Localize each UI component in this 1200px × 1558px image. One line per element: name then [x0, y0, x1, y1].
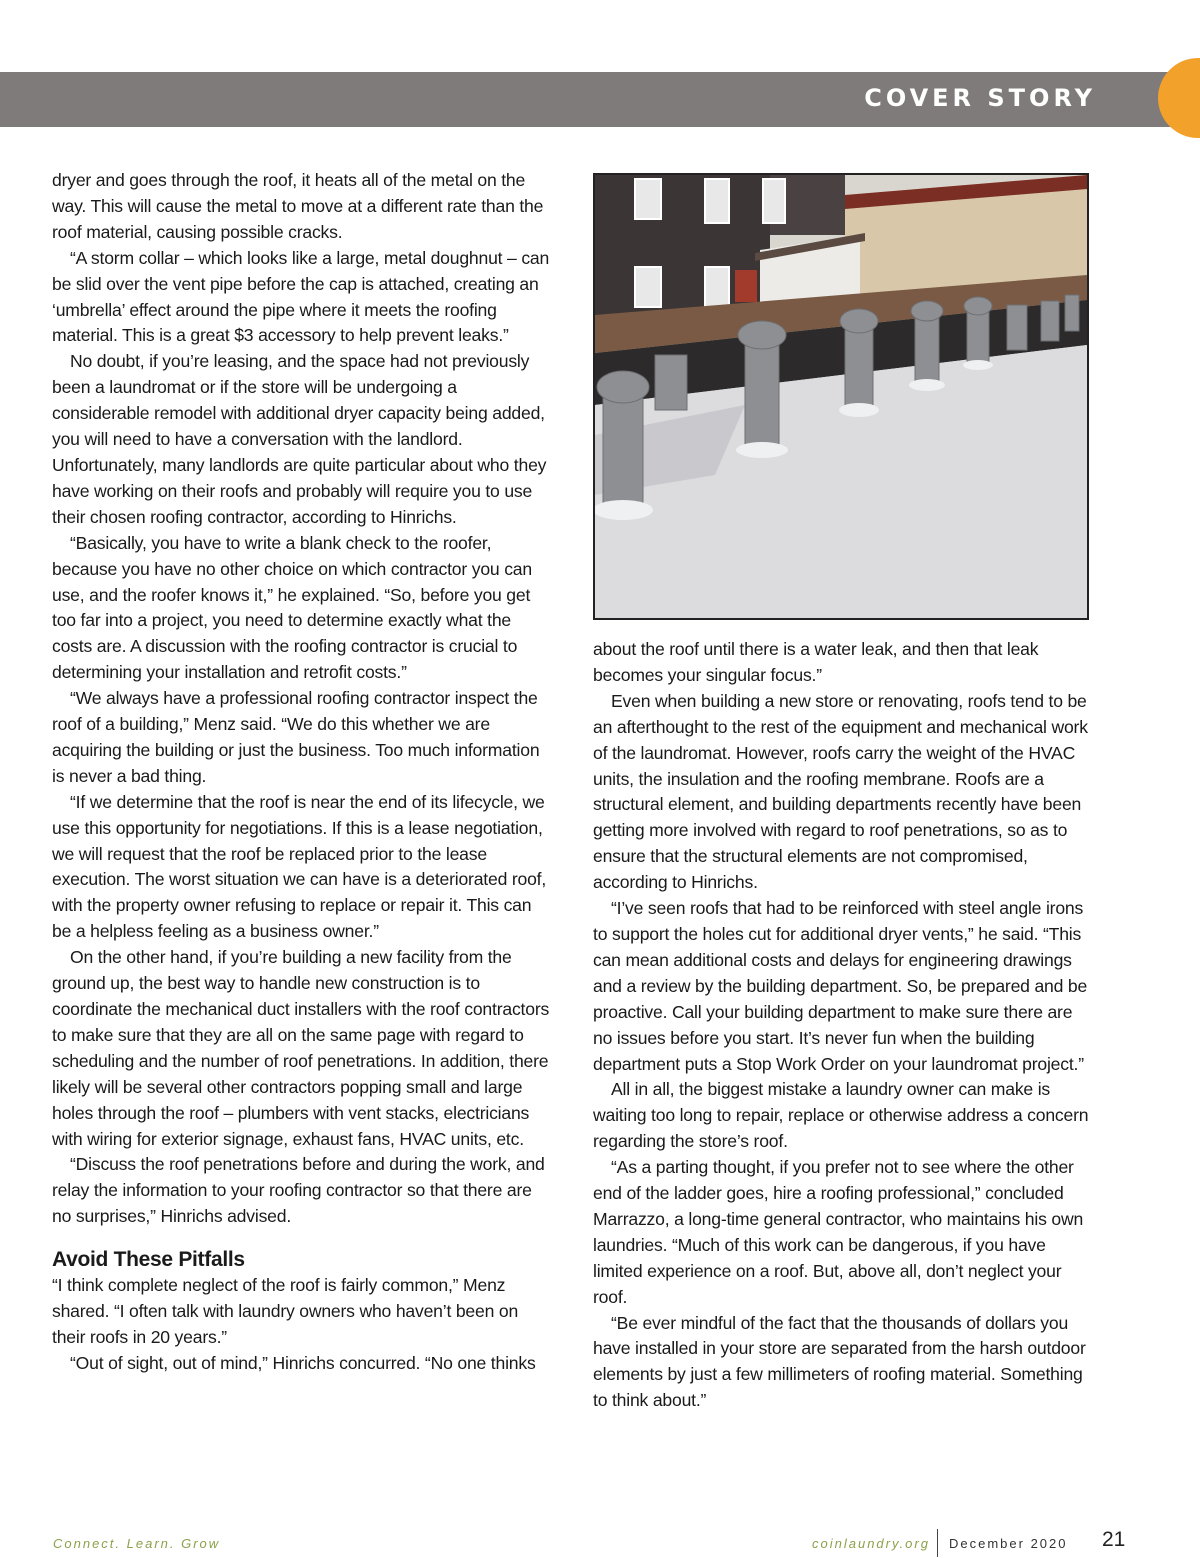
footer-divider	[937, 1529, 938, 1557]
paragraph: All in all, the biggest mistake a laundry owner can make is waiting too long to repair, replace or otherwise address a concern regarding the store’s roof.	[593, 1079, 1089, 1152]
paragraph: “A storm collar – which looks like a large, metal doughnut – can be slid over the vent pipe before the cap is attached, creating an ‘umbrella’ effect around the pipe where it meets the roofing material. This is a great $3 accessory to help prevent leaks.”	[52, 247, 550, 346]
roof-vents-photo	[593, 173, 1089, 620]
paragraph: “If we determine that the roof is near the end of its lifecycle, we use this opportunity for negotiations. If this is a lease negotiation, we will request that the roof be replaced prior to the lease execution. The worst situation we can have is a deteriorated roof, with the property owner refusing to replace or repair it. This can be a helpless feeling as a business owner.”	[52, 791, 547, 942]
section-title: COVER STORY	[864, 84, 1096, 112]
page-number: 21	[1102, 1528, 1126, 1551]
footer-tagline: Connect. Learn. Grow	[53, 1536, 221, 1551]
paragraph: dryer and goes through the roof, it heats all of the metal on the way. This will cause the metal to move at a different rate than the roof material, causing possible cracks.	[52, 170, 544, 242]
paragraph: “Basically, you have to write a blank check to the roofer, because you have no other choice on which contractor you can use, and the roofer knows it,” he explained. “So, before you get too far into a project, you need to determine exactly what the costs are. A discussion with the roofing contractor is crucial to determining your installation and retrofit costs.”	[52, 532, 532, 683]
footer-date: December 2020	[949, 1536, 1068, 1551]
article-column-right	[593, 637, 1093, 1414]
paragraph: “Out of sight, out of mind,” Hinrichs concurred. “No one thinks	[70, 1352, 536, 1373]
paragraph: “We always have a professional roofing contractor inspect the roof of a building,” Menz said. “We do this whether we are acquiring the building or just the business. Too much information is never a bad thing.	[52, 688, 540, 786]
paragraph: No doubt, if you’re leasing, and the space had not previously been a laundromat or if the store will be undergoing a considerable remodel with additional dryer capacity being added, you will need to have a conversation with the landlord. Unfortunately, many landlords are quite particular about who they have working on their roofs and probably will require you to use their chosen roofing contractor, according to Hinrichs.	[52, 351, 547, 527]
paragraph: “As a parting thought, if you prefer not to see where the other end of the ladder goes, hire a roofing professional,” concluded Marrazzo, a long-time general contractor, who maintains his own laundries. “Much of this work can be dangerous, if you have limited experience on a roof. But, above all, don’t neglect your roof.	[593, 1157, 1084, 1307]
paragraph: Even when building a new store or renovating, roofs tend to be an afterthought to the rest of the equipment and mechanical work of the laundromat. However, roofs carry the weight of the HVAC units, the insulation and the roofing membrane. Roofs are a structural element, and building departments recently have been getting more involved with regard to roof penetrations, so as to ensure that the structural elements are not compromised, according to Hinrichs.	[593, 690, 1088, 893]
paragraph: “I’ve seen roofs that had to be reinforced with steel angle irons to support the holes cut for additional dryer vents,” he said. “This can mean additional costs and delays for engineering drawings and a review by the building department. So, be prepared and be proactive. Call your building department to make sure there are no issues before you start. It’s never fun when the building department puts a Stop Work Order on your laundromat project.”	[593, 898, 1088, 1074]
article-column-left	[52, 168, 552, 1377]
subheading: Avoid These Pitfalls	[52, 1248, 245, 1272]
paragraph: On the other hand, if you’re building a new facility from the ground up, the best way to handle new construction is to coordinate the mechanical duct installers with the roof contractors to make sure that they are all on the same page with regard to scheduling and the number of roof penetrations. In addition, there likely will be several other contractors popping small and large holes through the roof – plumbers with vent stacks, electricians with wiring for exterior signage, exhaust fans, HVAC units, etc.	[52, 947, 550, 1149]
paragraph: about the roof until there is a water leak, and then that leak becomes your singular focus.”	[593, 639, 1039, 685]
paragraph: “Discuss the roof penetrations before and during the work, and relay the information to your roofing contractor so that there are no surprises,” Hinrichs advised.	[52, 1154, 545, 1227]
footer-website-link[interactable]: coinlaundry.org	[812, 1536, 930, 1551]
paragraph: “Be ever mindful of the fact that the thousands of dollars you have installed in your store are separated from the harsh outdoor elements by just a few millimeters of roofing material. Something to think about.”	[593, 1312, 1086, 1411]
paragraph: “I think complete neglect of the roof is fairly common,” Menz shared. “I often talk with laundry owners who haven’t been on their roofs in 20 years.”	[52, 1275, 519, 1347]
